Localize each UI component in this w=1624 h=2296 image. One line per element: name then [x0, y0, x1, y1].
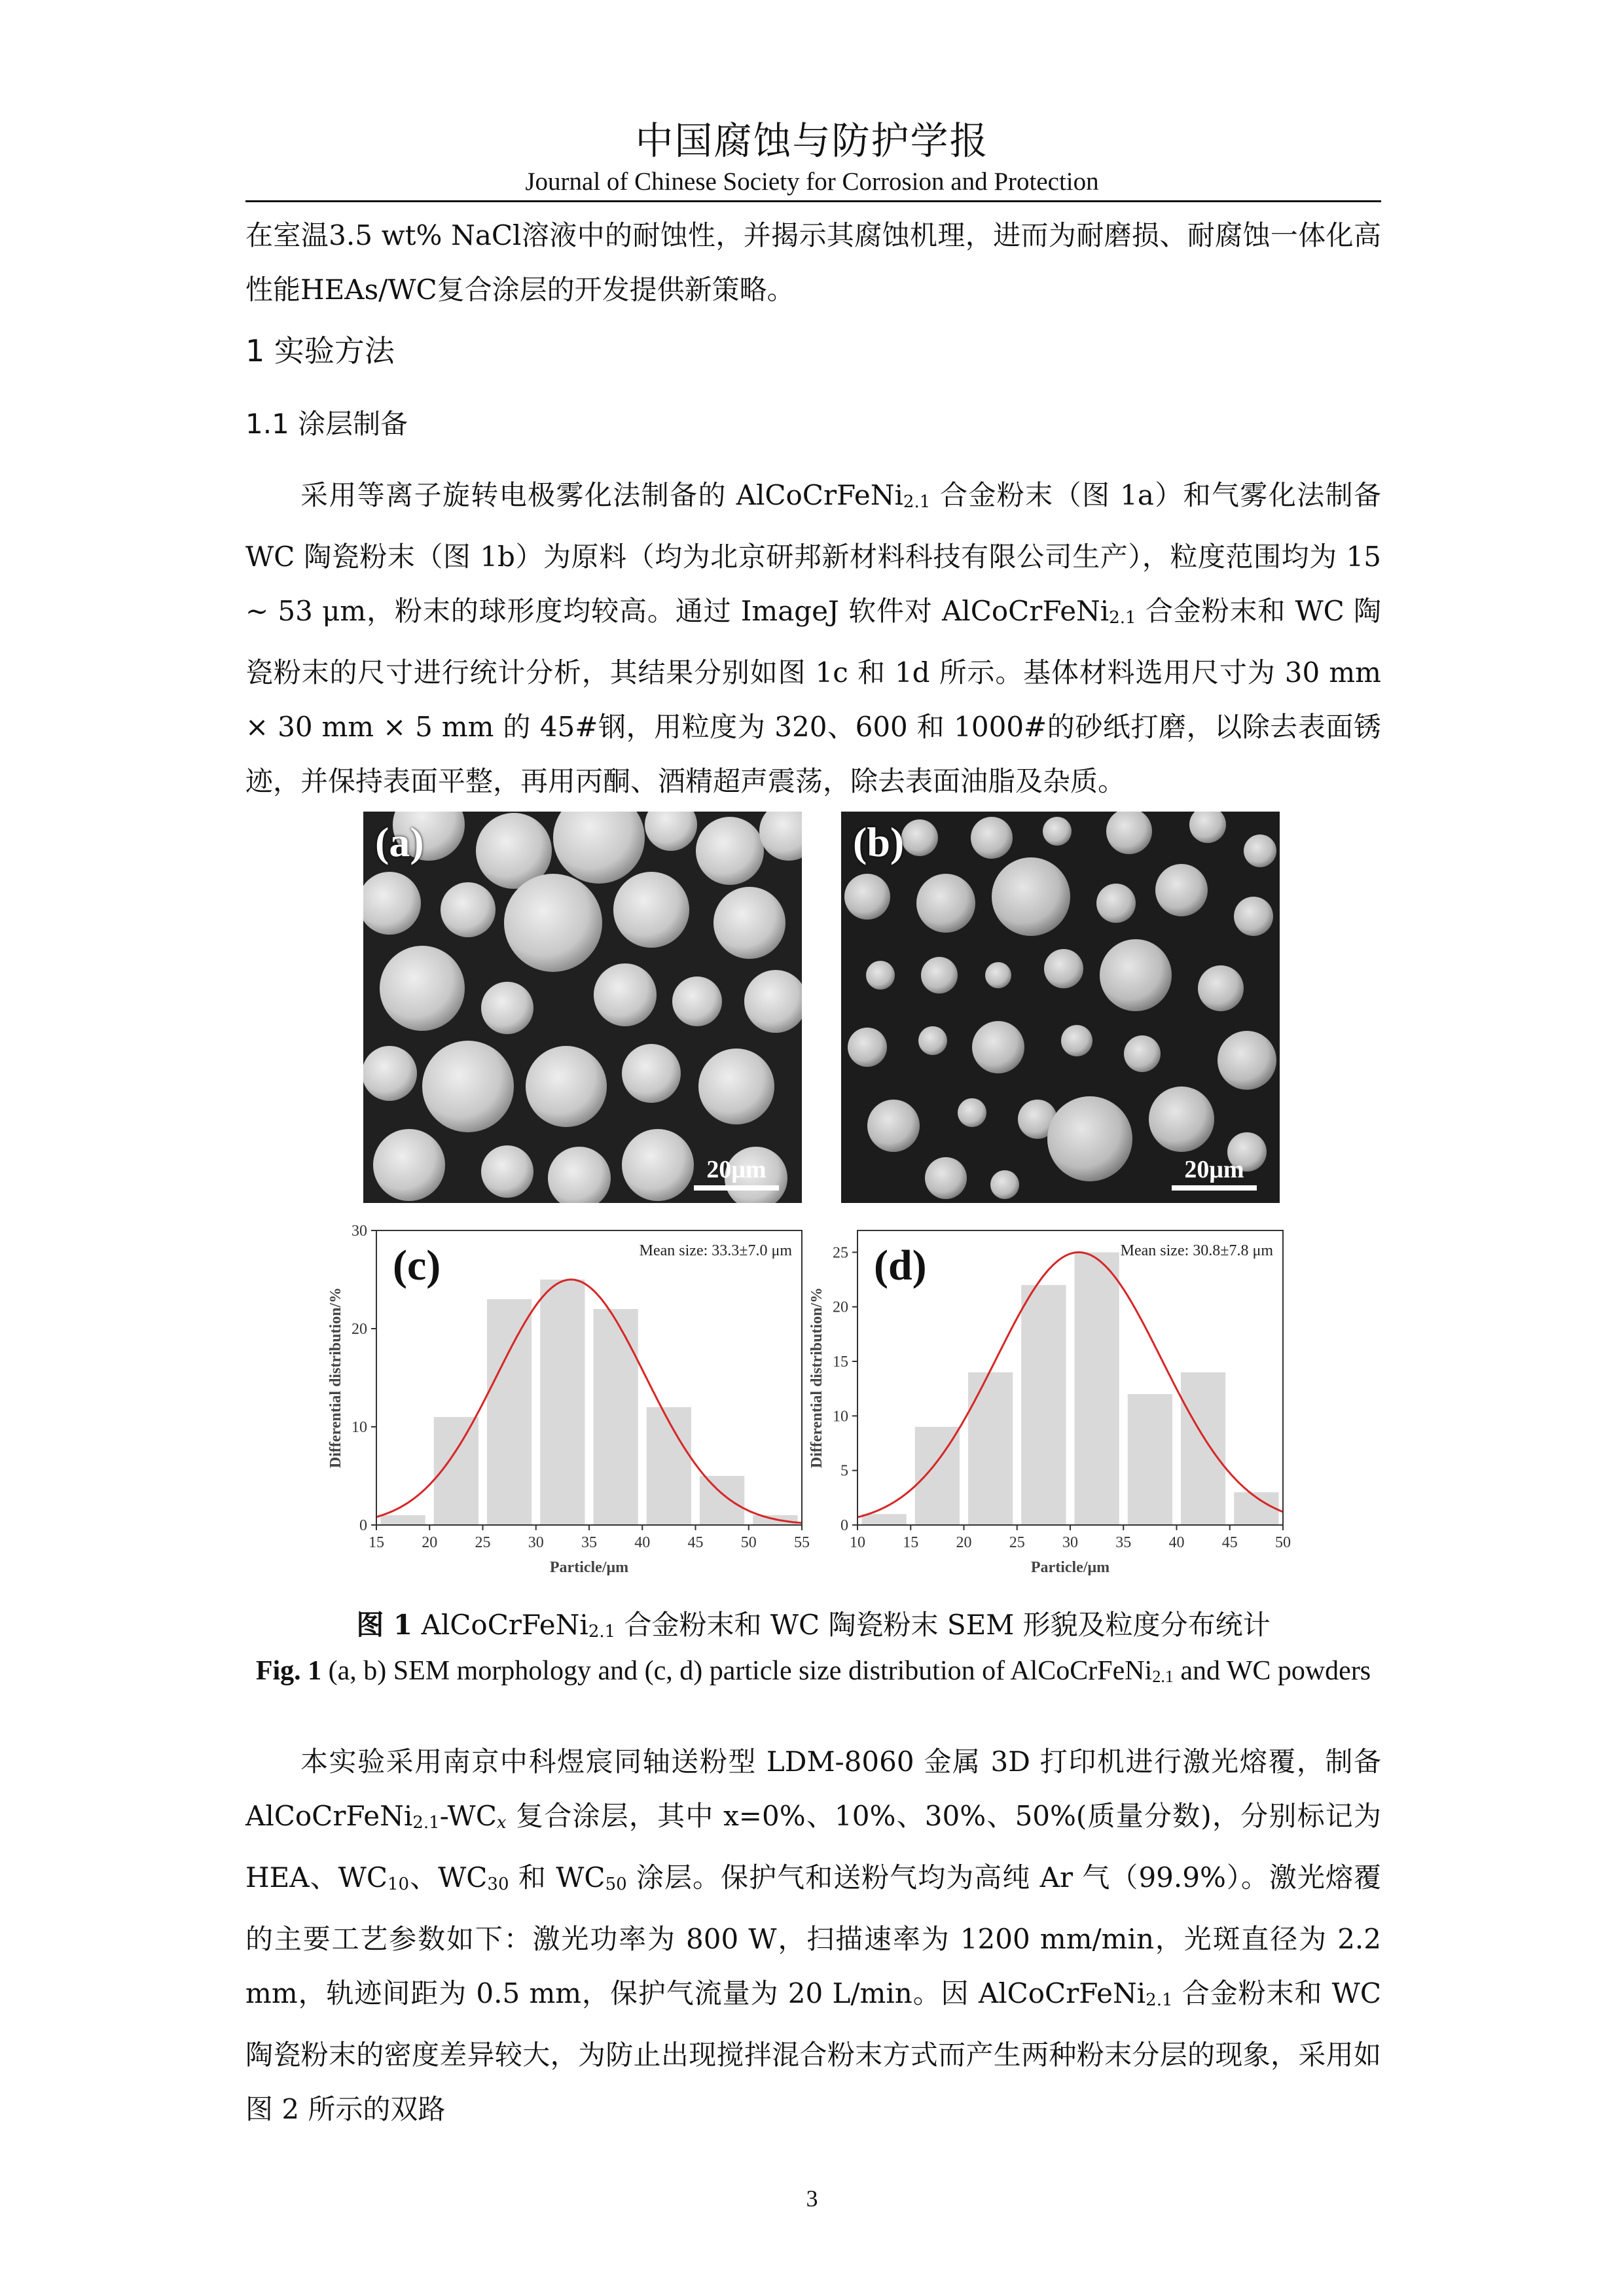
page-number: 3: [806, 2185, 818, 2212]
x-tick-label: 50: [1275, 1534, 1291, 1551]
bar: [862, 1514, 907, 1525]
bar: [968, 1372, 1013, 1525]
y-axis-label: Differential distribution/%: [327, 1287, 344, 1469]
bar: [1181, 1372, 1225, 1525]
sem-spheres-a: [363, 812, 802, 1203]
scale-bar-a: [694, 1155, 779, 1191]
bar: [1075, 1252, 1119, 1525]
x-tick-label: 15: [369, 1534, 384, 1551]
section-heading: 1 实验方法: [245, 333, 395, 368]
histogram-c: [314, 1217, 818, 1590]
x-tick-label: 10: [850, 1534, 865, 1551]
bar: [540, 1280, 585, 1525]
bar: [594, 1309, 638, 1525]
y-tick-label: 20: [352, 1321, 367, 1338]
subsection-heading: 1.1 涂层制备: [245, 408, 408, 440]
x-tick-label: 30: [1062, 1534, 1078, 1551]
paragraph-laser-cladding: [245, 1734, 1381, 2136]
scale-bar-b: [1172, 1155, 1257, 1191]
sem-spheres-b: [841, 812, 1280, 1203]
journal-title-cn: 中国腐蚀与防护学报: [635, 118, 989, 163]
y-tick-label: 30: [352, 1223, 367, 1240]
paragraph-coating-preparation: [245, 468, 1381, 808]
bar: [647, 1407, 691, 1525]
figure-caption-en: Fig. 1 (a, b) SEM morphology and (c, d) particle size distribution of AlCoCrFeNi2.1 and WC powders: [255, 1656, 1371, 1686]
bar: [1021, 1285, 1066, 1525]
y-tick-label: 15: [833, 1354, 848, 1371]
scale-bar-a-line: [694, 1185, 779, 1191]
scale-bar-b-label: 20μm: [1184, 1156, 1244, 1183]
paragraph-text: 本实验采用南京中科煜宸同轴送粉型 LDM-8060 金属 3D 打印机进行激光熔覆，制备 AlCoCrFeNi2.1-WCx 复合涂层，其中 x=0%、10%、30%、50%(质量分数)，分别标记为 HEA、WC10、WC30 和 WC50 涂层。保护气和送粉气均为高纯 Ar 气（99.9%）。激光熔覆的主要工艺参数如下：激光功率为 800 W，扫描速率为 1200 mm/min，光斑直径为 2.2 mm，轨迹间距为 0.5 mm，保护气流量为 20 L/min。因 AlCoCrFeNi2.1 合金粉末和 WC 陶瓷粉末的密度差异较大，为防止出现搅拌混合粉末方式而产生两种粉末分层的现象，采用如图 2 所示的双路: [245, 1746, 1381, 2125]
x-axis-label: Particle/μm: [549, 1559, 629, 1576]
x-tick-label: 45: [687, 1534, 704, 1551]
intro-text: 在室温3.5 wt% NaCl溶液中的耐蚀性，并揭示其腐蚀机理，进而为耐磨损、耐腐蚀一体化高性能HEAs/WC复合涂层的开发提供新策略。: [245, 219, 1381, 306]
x-tick-label: 40: [1168, 1534, 1185, 1551]
sem-image-b: [841, 812, 1280, 1203]
y-tick-label: 0: [359, 1517, 367, 1534]
y-tick-label: 10: [833, 1408, 848, 1426]
x-tick-label: 55: [794, 1534, 810, 1551]
x-axis-label: Particle/μm: [1030, 1559, 1110, 1576]
panel-label: (d): [874, 1242, 927, 1289]
scale-bar-a-label: 20μm: [706, 1156, 767, 1183]
bar: [487, 1299, 532, 1525]
x-tick-label: 35: [581, 1534, 597, 1551]
y-tick-label: 10: [352, 1419, 367, 1436]
bar: [700, 1476, 744, 1525]
x-tick-label: 40: [634, 1534, 651, 1551]
histogram-d: [795, 1217, 1299, 1590]
x-tick-label: 25: [475, 1534, 491, 1551]
y-tick-label: 5: [840, 1462, 848, 1480]
bar: [381, 1515, 425, 1525]
x-tick-label: 30: [528, 1534, 544, 1551]
y-axis-label: Differential distribution/%: [808, 1287, 825, 1469]
x-tick-label: 50: [740, 1534, 757, 1551]
y-tick-label: 0: [840, 1517, 848, 1534]
x-tick-label: 25: [1009, 1534, 1025, 1551]
sem-image-a: [363, 812, 802, 1203]
x-tick-label: 20: [956, 1534, 972, 1551]
panel-b-label: (b): [853, 819, 905, 865]
bar: [1128, 1394, 1172, 1525]
journal-title-en: Journal of Chinese Society for Corrosion and Protection: [525, 168, 1099, 196]
intro-paragraph: [245, 208, 1381, 317]
panel-label: (c): [393, 1242, 441, 1289]
header-rule: [245, 200, 1381, 202]
bar: [915, 1427, 960, 1525]
figure-caption-cn: 图 1 AlCoCrFeNi2.1 合金粉末和 WC 陶瓷粉末 SEM 形貌及粒度分布统计: [356, 1609, 1271, 1641]
mean-size-annotation: Mean size: 30.8±7.8 μm: [1120, 1242, 1273, 1259]
x-tick-label: 20: [422, 1534, 438, 1551]
x-tick-label: 45: [1221, 1534, 1238, 1551]
paragraph-text: 采用等离子旋转电极雾化法制备的 AlCoCrFeNi2.1 合金粉末（图 1a）和气雾化法制备 WC 陶瓷粉末（图 1b）为原料（均为北京研邦新材料科技有限公司生产），粒度范围均为 15 ~ 53 μm，粉末的球形度均较高。通过 ImageJ 软件对 AlCoCrFeNi2.1 合金粉末和 WC 陶瓷粉末的尺寸进行统计分析，其结果分别如图 1c 和 1d 所示。基体材料选用尺寸为 30 mm × 30 mm × 5 mm 的 45#钢，用粒度为 320、600 和 1000#的砂纸打磨，以除去表面锈迹，并保持表面平整，再用丙酮、酒精超声震荡，除去表面油脂及杂质。: [245, 479, 1382, 797]
mean-size-annotation: Mean size: 33.3±7.0 μm: [639, 1242, 792, 1259]
y-tick-label: 20: [833, 1299, 848, 1316]
x-tick-label: 35: [1115, 1534, 1132, 1551]
x-tick-label: 15: [903, 1534, 919, 1551]
panel-a-label: (a): [375, 819, 424, 865]
y-tick-label: 25: [833, 1244, 848, 1262]
scale-bar-b-line: [1172, 1185, 1257, 1191]
